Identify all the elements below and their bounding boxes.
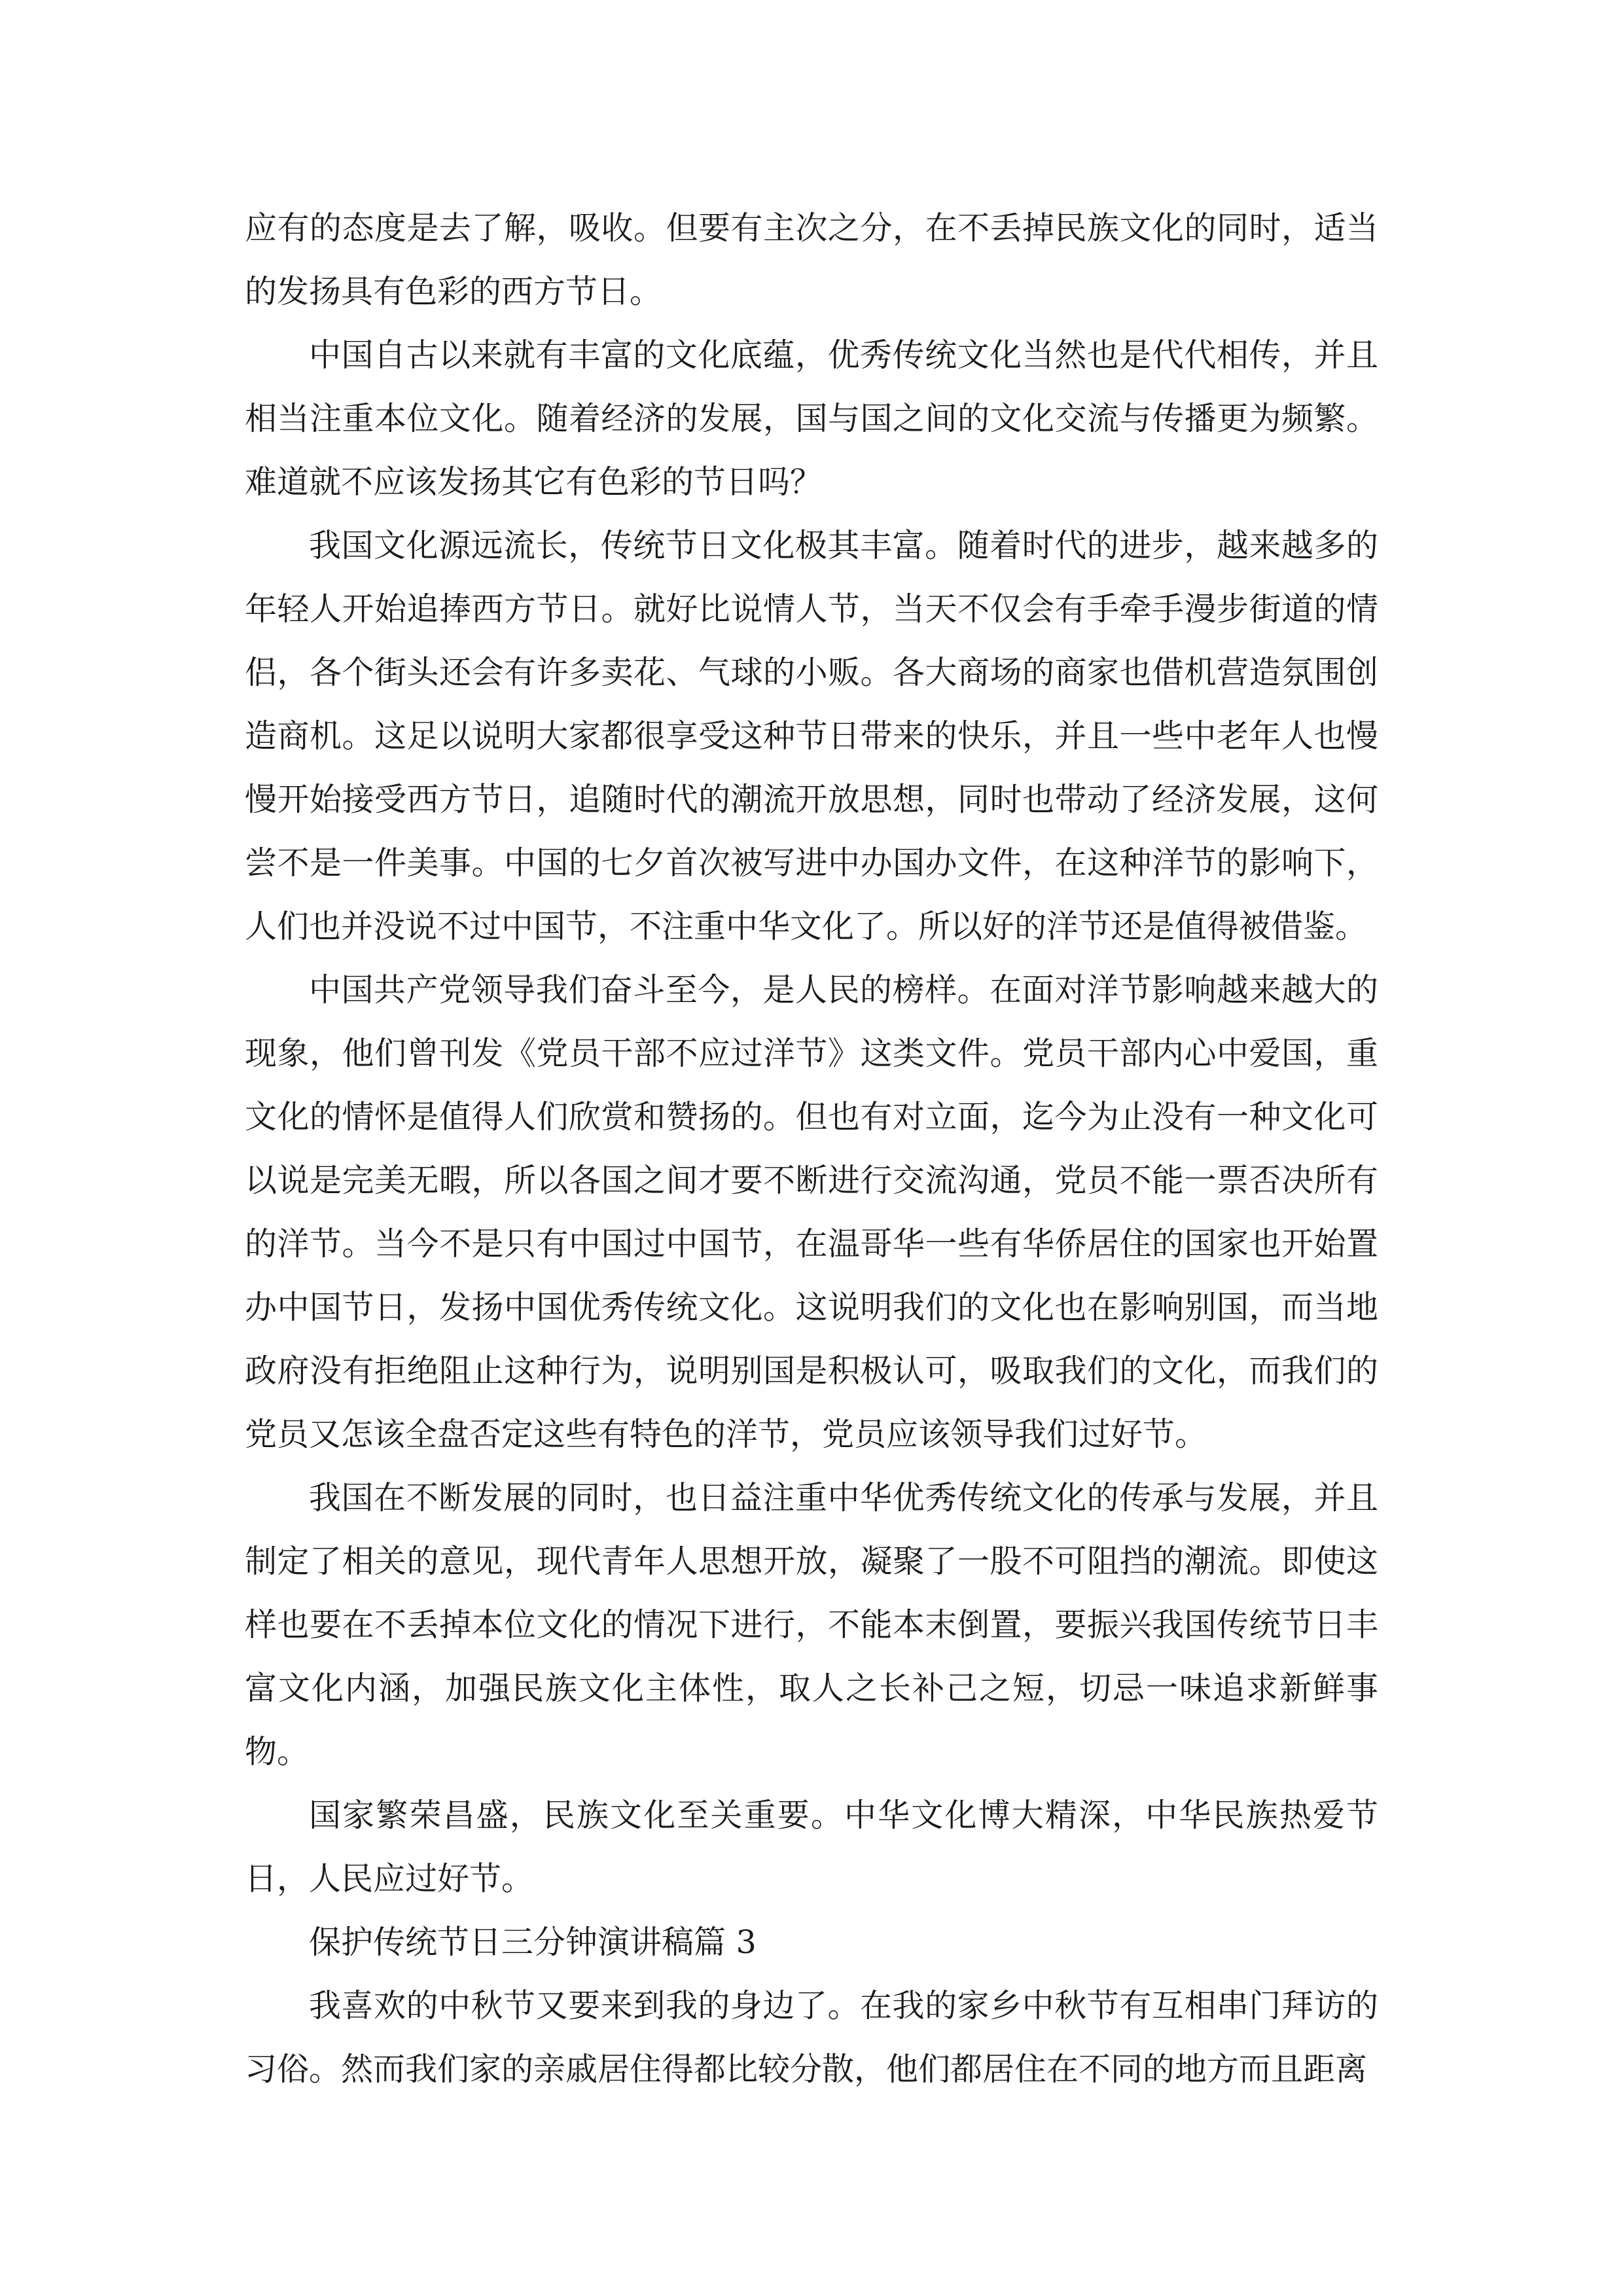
paragraph-cultural-heritage: 中国自古以来就有丰富的文化底蕴，优秀传统文化当然也是代代相传，并且相当注重本位文化。随着经济的发展，国与国之间的文化交流与传播更为频繁。难道就不应该发扬其它有色彩的节日吗？ [245, 336, 1378, 501]
paragraph-western-festivals: 我国文化源远流长，传统节日文化极其丰富。随着时代的进步，越来越多的年轻人开始追捧西方节日。就好比说情人节，当天不仅会有手牵手漫步街道的情侣，各个街头还会有许多卖花、气球的小贩。各大商场的商家也借机营造氛围创造商机。这足以说明大家都很享受这种节日带来的快乐，并且一些中老年人也慢慢开始接受西方节日，追随时代的潮流开放思想，同时也带动了经济发展，这何尝不是一件美事。中国的七夕首次被写进中办国办文件，在这种洋节的影响下，人们也并没说不过中国节，不注重中华文化了。所以好的洋节还是值得被借鉴。 [245, 527, 1378, 945]
paragraph-party-members: 中国共产党领导我们奋斗至今，是人民的榜样。在面对洋节影响越来越大的现象，他们曾刊发《党员干部不应过洋节》这类文件。党员干部内心中爱国，重文化的情怀是值得人们欣赏和赞扬的。但也有对立面，迄今为止没有一种文化可以说是完美无暇，所以各国之间才要不断进行交流沟通，党员不能一票否决所有的洋节。当今不是只有中国过中国节，在温哥华一些有华侨居住的国家也开始置办中国节日，发扬中国优秀传统文化。这说明我们的文化也在影响别国，而当地政府没有拒绝阻止这种行为，说明别国是积极认可，吸取我们的文化，而我们的党员又怎该全盘否定这些有特色的洋节，党员应该领导我们过好节。 [245, 971, 1378, 1453]
paragraph-intro-continuation: 应有的态度是去了解，吸收。但要有主次之分，在不丢掉民族文化的同时，适当的发扬具有色彩的西方节日。 [245, 209, 1378, 310]
document-body [245, 196, 1378, 2101]
paragraph-mid-autumn: 我喜欢的中秋节又要来到我的身边了。在我的家乡中秋节有互相串门拜访的习俗。然而我们家的亲戚居住得都比较分散，他们都居住在不同的地方而且距离 [245, 1987, 1378, 2088]
section-heading: 保护传统节日三分钟演讲稿篇 3 [309, 1924, 757, 1961]
paragraph-development: 我国在不断发展的同时，也日益注重中华优秀传统文化的传承与发展，并且制定了相关的意见，现代青年人思想开放，凝聚了一股不可阻挡的潮流。即使这样也要在不丢掉本位文化的情况下进行，不能本末倒置，要振兴我国传统节日丰富文化内涵，加强民族文化主体性，取人之长补己之短，切忌一味追求新鲜事物。 [245, 1479, 1378, 1770]
paragraph-conclusion: 国家繁荣昌盛，民族文化至关重要。中华文化博大精深，中华民族热爱节日，人民应过好节。 [245, 1797, 1378, 1897]
